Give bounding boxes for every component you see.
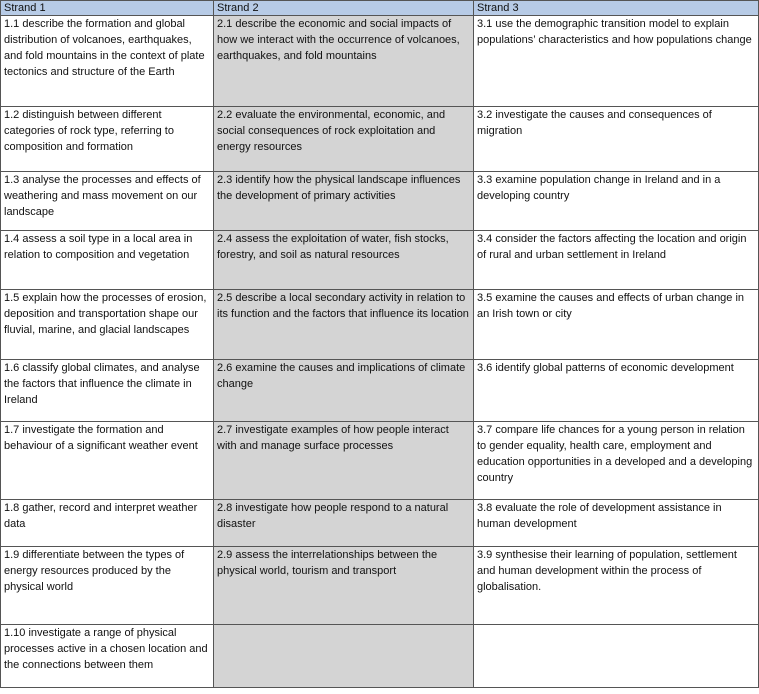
- strand-2-cell: [214, 625, 474, 688]
- table-row: [1, 16, 759, 107]
- strand-1-cell: 1.4 assess a soil type in a local area in relation to composition and vegetation: [1, 231, 214, 290]
- header-strand-1: Strand 1: [1, 1, 214, 16]
- strand-1-cell: 1.7 investigate the formation and behaviour of a significant weather event: [1, 422, 214, 500]
- strand-1-cell: 1.9 differentiate between the types of energy resources produced by the physical world: [1, 547, 214, 625]
- table-row: [1, 625, 759, 688]
- table-row: [1, 107, 759, 172]
- strand-2-cell: 2.5 describe a local secondary activity in relation to its function and the factors that influence its location: [214, 290, 474, 360]
- strand-2-cell: 2.3 identify how the physical landscape influences the development of primary activities: [214, 172, 474, 231]
- table-row: [1, 547, 759, 625]
- strand-1-cell: 1.1 describe the formation and global distribution of volcanoes, earthquakes, and fold mountains in the context of plate tectonics and structure of the Earth: [1, 16, 214, 107]
- strand-1-cell: 1.3 analyse the processes and effects of weathering and mass movement on our landscape: [1, 172, 214, 231]
- table-row: [1, 500, 759, 547]
- strand-1-cell: 1.8 gather, record and interpret weather data: [1, 500, 214, 547]
- strand-1-cell: 1.6 classify global climates, and analyse the factors that influence the climate in Ireland: [1, 360, 214, 422]
- strand-3-cell: 3.5 examine the causes and effects of urban change in an Irish town or city: [474, 290, 759, 360]
- strand-2-cell: 2.2 evaluate the environmental, economic, and social consequences of rock exploitation and energy resources: [214, 107, 474, 172]
- strand-2-cell: 2.1 describe the economic and social impacts of how we interact with the occurrence of volcanoes, earthquakes, and fold mountains: [214, 16, 474, 107]
- strand-3-cell: 3.1 use the demographic transition model to explain populations’ characteristics and how populations change: [474, 16, 759, 107]
- table-row: [1, 422, 759, 500]
- strand-3-cell: 3.8 evaluate the role of development assistance in human development: [474, 500, 759, 547]
- strand-3-cell: 3.6 identify global patterns of economic development: [474, 360, 759, 422]
- strand-2-cell: 2.6 examine the causes and implications of climate change: [214, 360, 474, 422]
- strand-2-cell: 2.8 investigate how people respond to a natural disaster: [214, 500, 474, 547]
- strand-1-cell: 1.10 investigate a range of physical processes active in a chosen location and the connections between them: [1, 625, 214, 688]
- strand-2-cell: 2.7 investigate examples of how people interact with and manage surface processes: [214, 422, 474, 500]
- strand-3-cell: 3.2 investigate the causes and consequences of migration: [474, 107, 759, 172]
- table-row: [1, 290, 759, 360]
- header-row: [1, 1, 759, 16]
- strand-2-cell: 2.9 assess the interrelationships between the physical world, tourism and transport: [214, 547, 474, 625]
- strand-3-cell: 3.7 compare life chances for a young person in relation to gender equality, health care, employment and education opportunities in a developed and a developing country: [474, 422, 759, 500]
- strand-1-cell: 1.5 explain how the processes of erosion, deposition and transportation shape our fluvial, marine, and glacial landscapes: [1, 290, 214, 360]
- strand-3-cell: 3.9 synthesise their learning of population, settlement and human development within the process of globalisation.: [474, 547, 759, 625]
- table-row: [1, 360, 759, 422]
- table-row: [1, 231, 759, 290]
- strand-3-cell: [474, 625, 759, 688]
- strand-1-cell: 1.2 distinguish between different categories of rock type, referring to composition and formation: [1, 107, 214, 172]
- header-strand-3: Strand 3: [474, 1, 759, 16]
- strand-3-cell: 3.4 consider the factors affecting the location and origin of rural and urban settlement in Ireland: [474, 231, 759, 290]
- header-strand-2: Strand 2: [214, 1, 474, 16]
- strand-2-cell: 2.4 assess the exploitation of water, fish stocks, forestry, and soil as natural resources: [214, 231, 474, 290]
- strand-3-cell: 3.3 examine population change in Ireland and in a developing country: [474, 172, 759, 231]
- table-row: [1, 172, 759, 231]
